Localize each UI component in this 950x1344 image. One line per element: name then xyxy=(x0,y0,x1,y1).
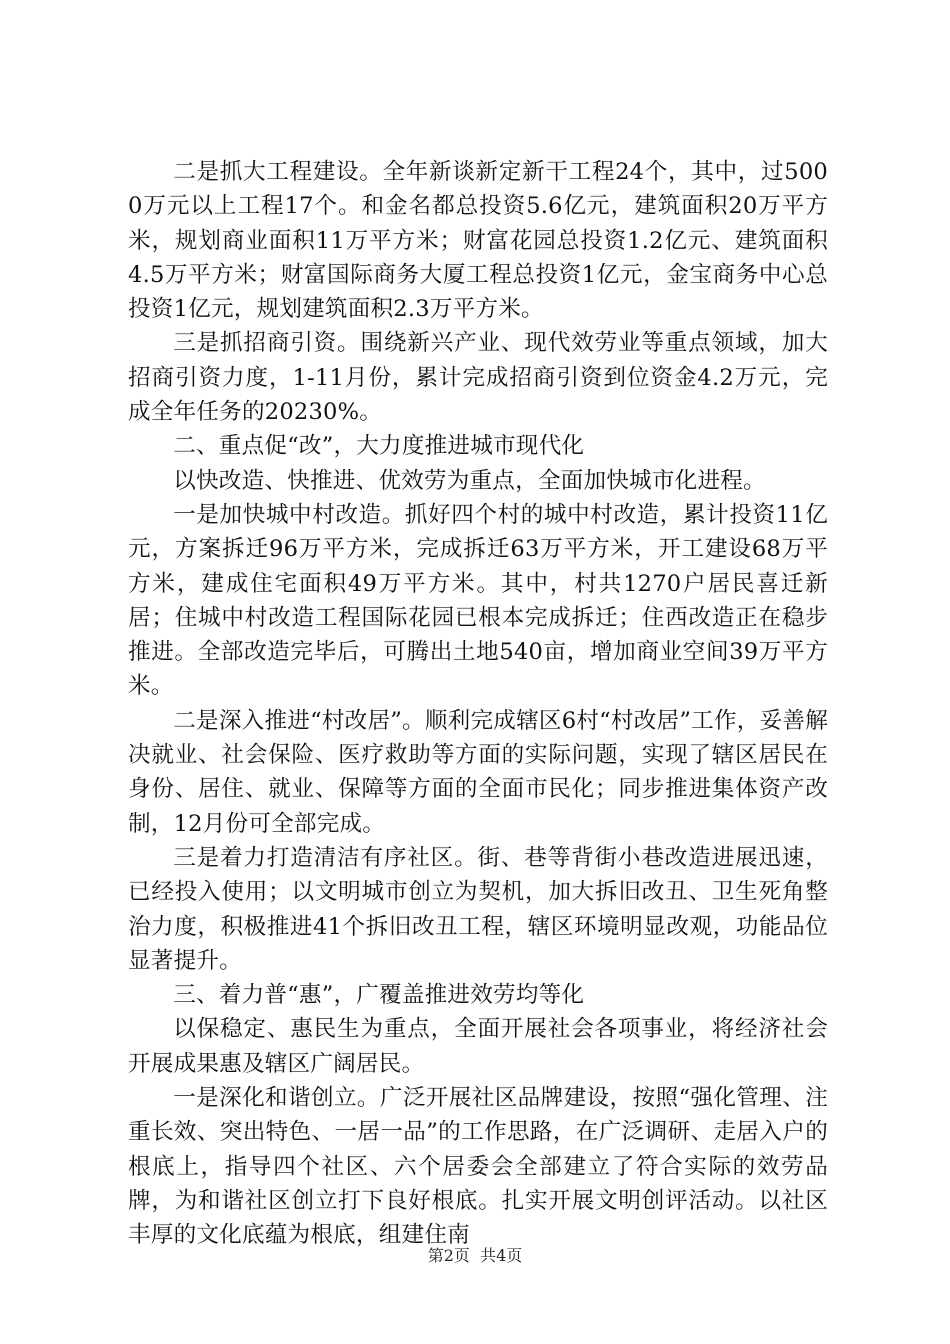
section-heading-reform: 二、重点促“改”，大力度推进城市现代化 xyxy=(173,433,585,460)
paragraph-benefit-intro: 以保稳定、惠民生为重点，全面开展社会各项事业，将经济社会开展成果惠及辖区广阔居民。 xyxy=(128,1016,828,1077)
paragraph-major-projects: 二是抓大工程建设。全年新谈新定新干工程24个，其中，过5000万元以上工程17个。和金名都总投资5.6亿元，建筑面积20万平方米，规划商业面积11万平方米；财富花园总投资1.2亿元、建筑面积4.5万平方米；财富国际商务大厦工程总投资1亿元，金宝商务中心总投资1亿元，规划建筑面积2.3万平方米。 xyxy=(128,159,828,323)
paragraph-harmony-creation: 一是深化和谐创立。广泛开展社区品牌建设，按照“强化管理、注重长效、突出特色、一居一品”的工作思路，在广泛调研、走居入户的根底上，指导四个社区、六个居委会全部建立了符合实际的效劳品牌，为和谐社区创立打下良好根底。扎实开展文明创评活动。以社区丰厚的文化底蕴为根底，组建住南 xyxy=(128,1085,828,1249)
page-footer xyxy=(0,1246,950,1266)
paragraph-investment-attraction: 三是抓招商引资。围绕新兴产业、现代效劳业等重点领域，加大招商引资力度，1-11月份，累计完成招商引资到位资金4.2万元，完成全年任务的20230%。 xyxy=(128,330,828,426)
paragraph-reform-intro: 以快改造、快推进、优效劳为重点，全面加快城市化进程。 xyxy=(173,467,766,494)
paragraph-village-renovation: 一是加快城中村改造。抓好四个村的城中村改造，累计投资11亿元，方案拆迁96万平方米，完成拆迁63万平方米，开工建设68万平方米，建成住宅面积49万平方米。其中，村共1270户居民喜迁新居；住城中村改造工程国际花园已根本完成拆迁；住西改造正在稳步推进。全部改造完毕后，可腾出土地540亩，增加商业空间39万平方米。 xyxy=(128,501,828,700)
section-heading-benefit: 三、着力普“惠”，广覆盖推进效劳均等化 xyxy=(173,982,585,1009)
paragraph-clean-community: 三是着力打造清洁有序社区。街、巷等背街小巷改造进展迅速，已经投入使用；以文明城市创立为契机，加大拆旧改丑、卫生死角整治力度，积极推进41个拆旧改丑工程，辖区环境明显改观，功能品位显著提升。 xyxy=(128,844,828,974)
page-number-label: 第2页 共4页 xyxy=(427,1246,523,1265)
paragraph-village-to-residence: 二是深入推进“村改居”。顺利完成辖区6村“村改居”工作，妥善解决就业、社会保险、医疗救助等方面的实际问题，实现了辖区居民在身份、居住、就业、保障等方面的全面市民化；同步推进集体资产改制，12月份可全部完成。 xyxy=(128,707,828,837)
document-body xyxy=(128,155,828,1253)
